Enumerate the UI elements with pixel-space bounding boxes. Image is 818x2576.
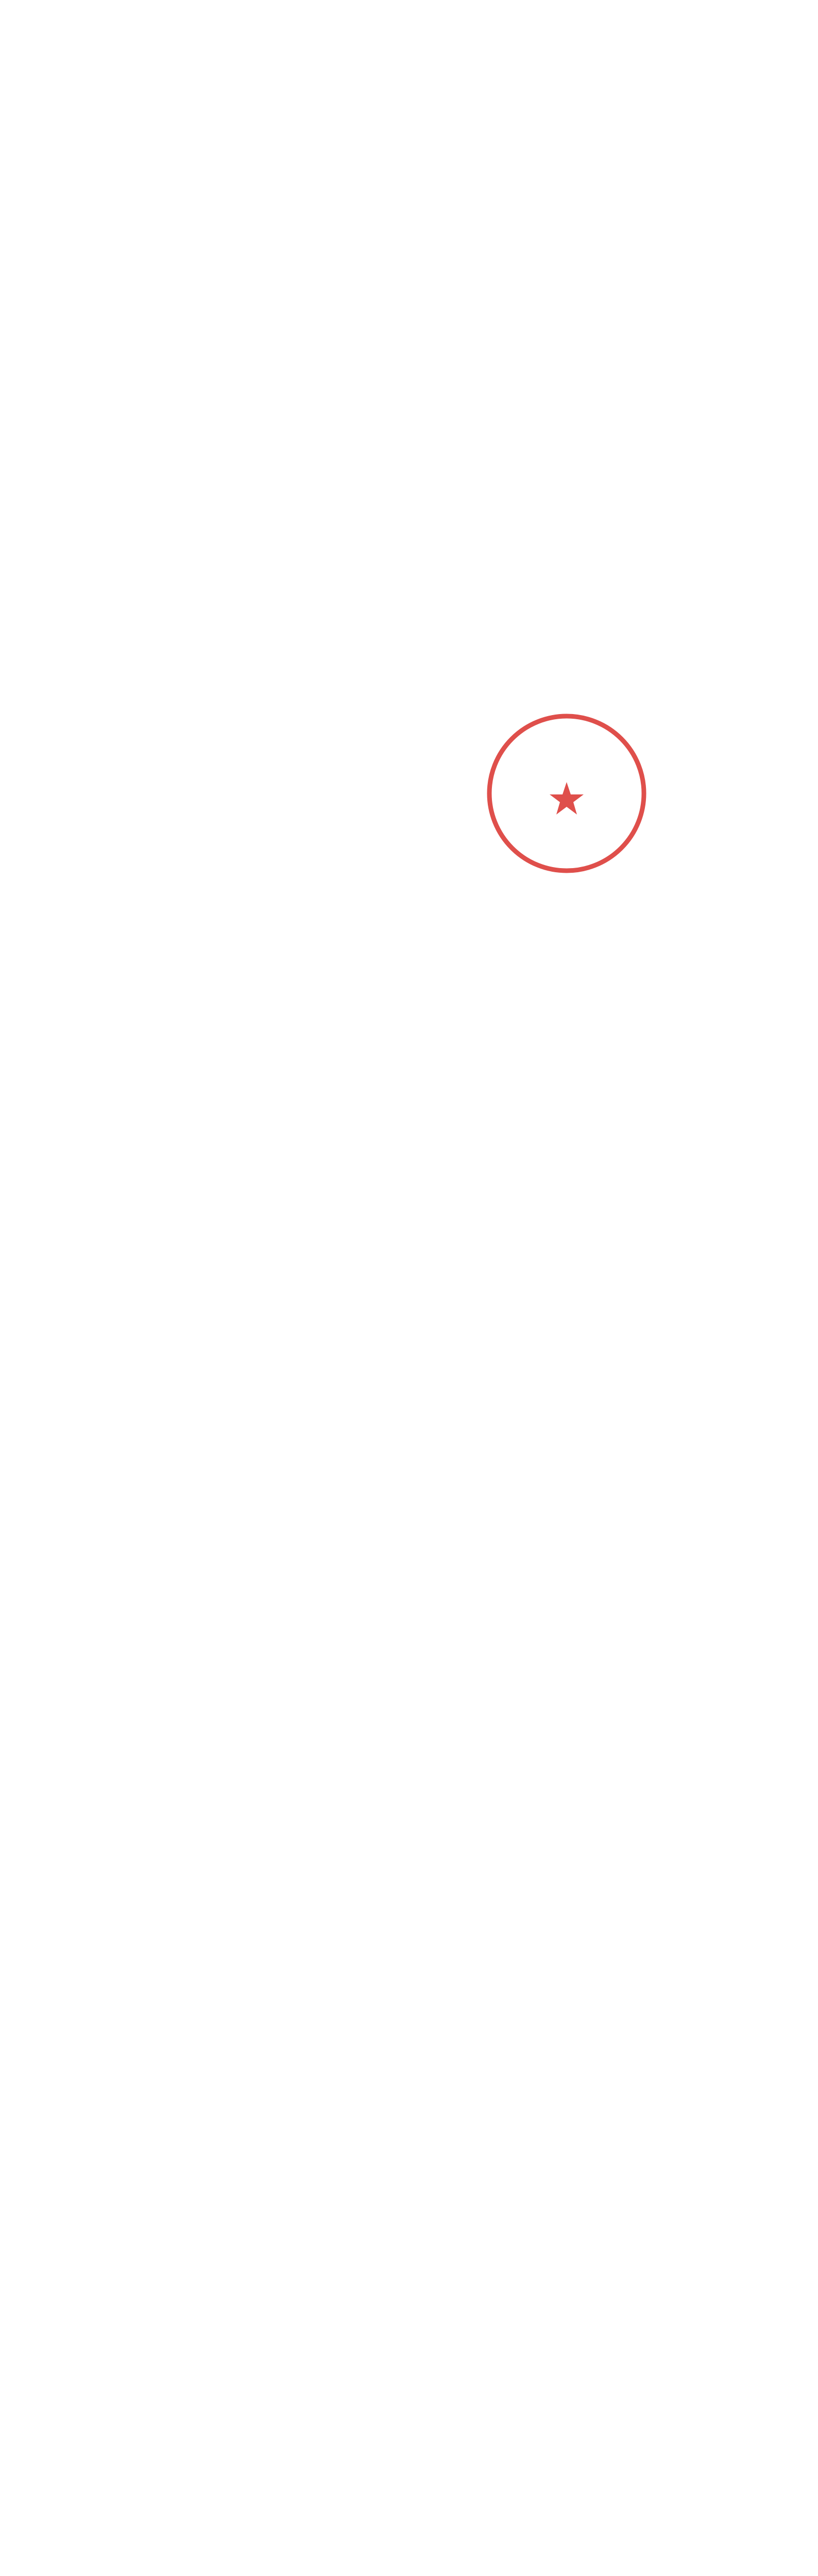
official-seal-icon [479,706,654,881]
